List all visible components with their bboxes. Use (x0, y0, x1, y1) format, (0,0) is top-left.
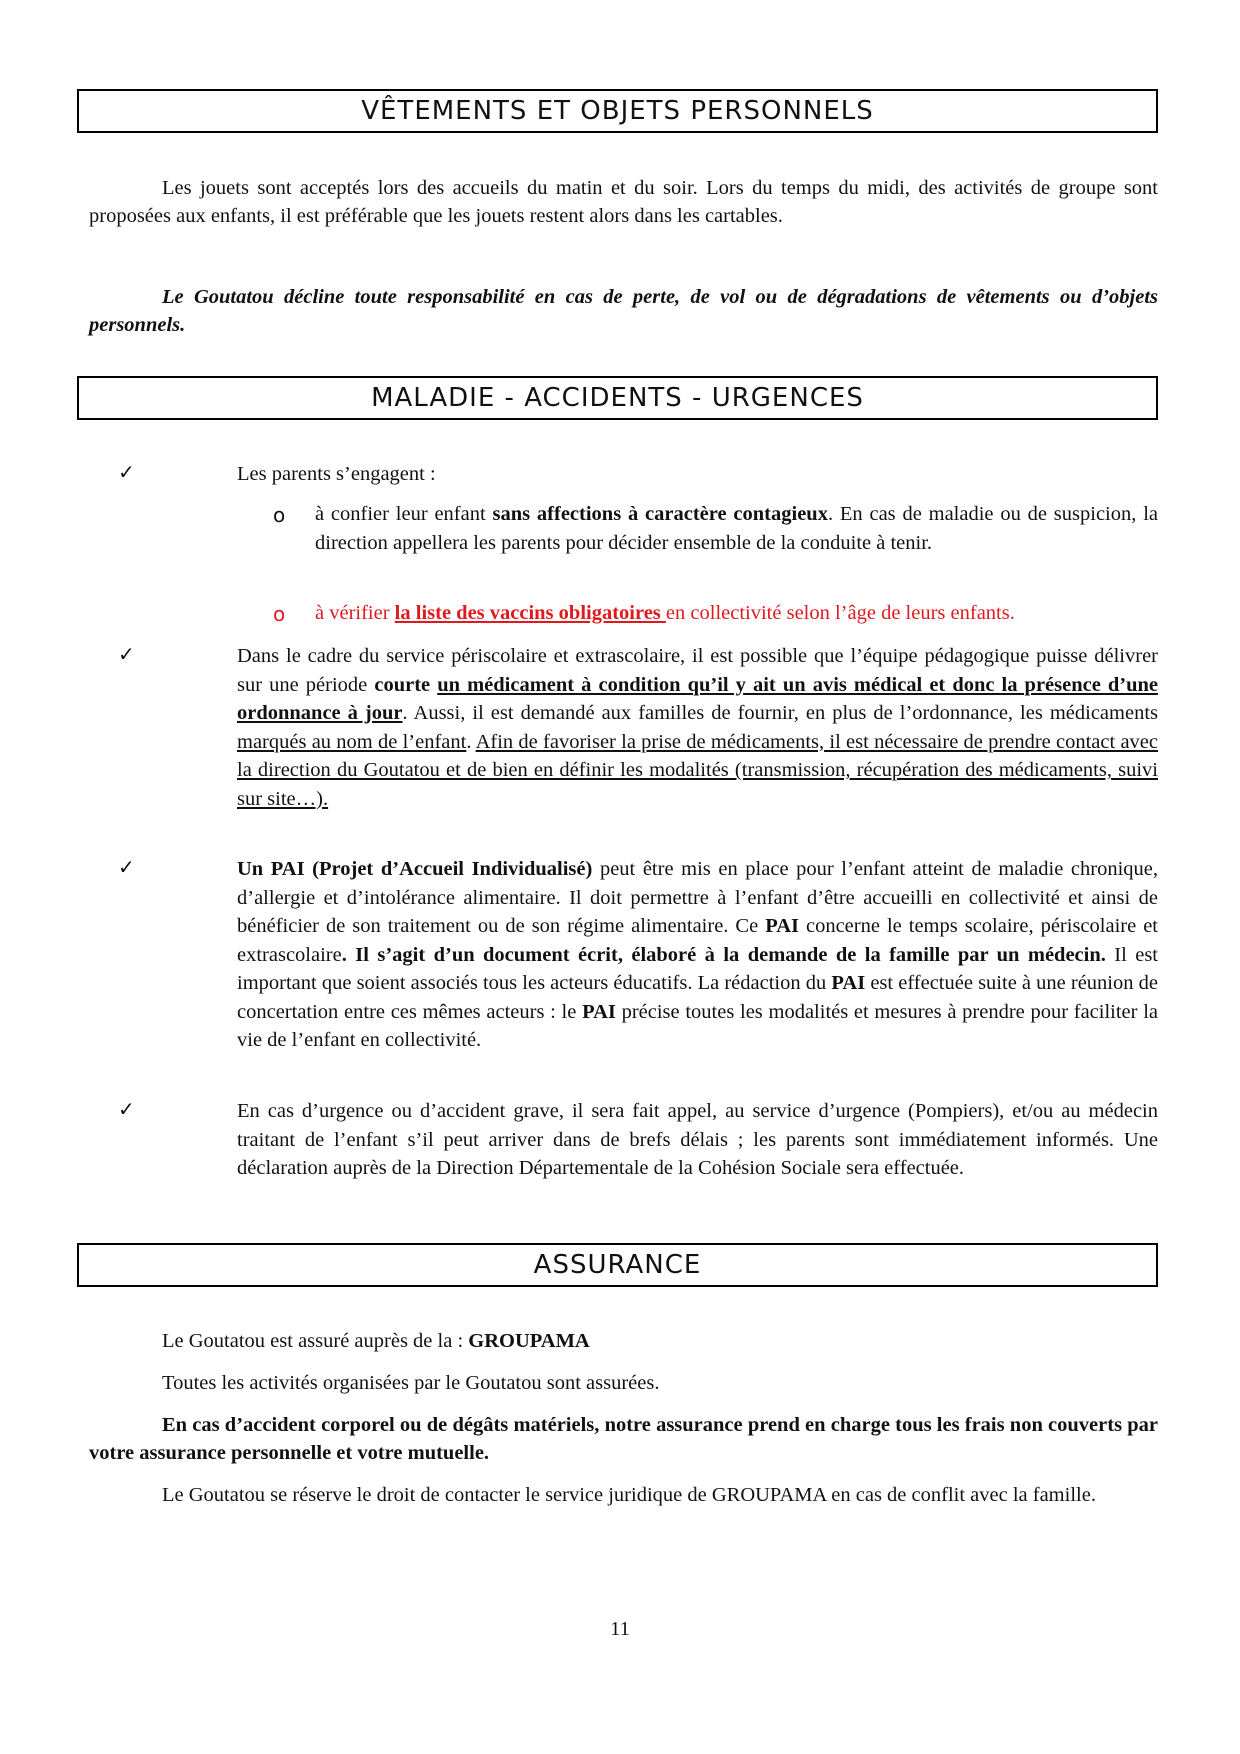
item-parents-engagent: Les parents s’engagent : (237, 463, 436, 485)
section-title-maladie (77, 376, 1158, 420)
paragraph-service-juridique: Le Goutatou se réserve le droit de contacter le service juridique de GROUPAMA en cas de conflit avec la famille. (162, 1484, 1096, 1506)
vaccins-link[interactable]: la liste des vaccins obligatoires (394, 602, 666, 624)
sub-item-vaccins: à vérifier la liste des vaccins obligatoires en collectivité selon l’âge de leurs enfants. (315, 602, 1015, 624)
section-title-assurance (77, 1243, 1158, 1287)
section-title-text: VÊTEMENTS ET OBJETS PERSONNELS (361, 96, 874, 126)
item-pai: Un PAI (Projet d’Accueil Individualisé) peut être mis en place pour l’enfant atteint de maladie chronique, d’allergie et d’intolérance alimentaire. Il doit permettre à l’enfant d’être accueilli en collectivité et ainsi de bénéficier de son traitement ou de son régime alimentaire. Ce PAI concerne le temps scolaire, périscolaire et extrascolaire. Il s’agit d’un document écrit, élaboré à la demande de la famille par un médecin. Il est important que soient associés tous les acteurs éducatifs. La rédaction du PAI est effectuée suite à une réunion de concertation entre ces mêmes acteurs : le PAI précise toutes les modalités et mesures à prendre pour faciliter la vie de l’enfant en collectivité. (237, 858, 1158, 1051)
section-title-text: ASSURANCE (533, 1250, 702, 1280)
item-urgence: En cas d’urgence ou d’accident grave, il sera fait appel, au service d’urgence (Pompiers), et/ou au médecin traitant de l’enfant s’il peut arriver dans de brefs délais ; les parents sont immédiatement informés. Une déclaration auprès de la Direction Départementale de la Cohésion Sociale sera effectuée. (237, 1100, 1158, 1179)
circle-bullet-icon: o (273, 602, 286, 626)
check-icon: ✓ (118, 1097, 135, 1121)
item-medicament: Dans le cadre du service périscolaire et extrascolaire, il est possible que l’équipe pédagogique puisse délivrer sur une période courte un médicament à condition qu’il y ait un avis médical et donc la présence d’une ordonnance à jour. Aussi, il est demandé aux familles de fournir, en plus de l’ordonnance, les médicaments marqués au nom de l’enfant. Afin de favoriser la prise de médicaments, il est nécessaire de prendre contact avec la direction du Goutatou et de bien en définir les modalités (transmission, récupération des médicaments, suivi sur site…). (237, 645, 1159, 810)
sub-item-contagieux: à confier leur enfant sans affections à caractère contagieux. En cas de maladie ou de suspicion, la direction appellera les parents pour décider ensemble de la conduite à tenir. (315, 503, 1158, 554)
paragraph-responsabilite: Le Goutatou décline toute responsabilité en cas de perte, de vol ou de dégradations de vêtements ou d’objets personnels. (89, 286, 1158, 336)
page-number: 11 (610, 1618, 630, 1640)
circle-bullet-icon: o (273, 503, 286, 527)
check-icon: ✓ (118, 855, 135, 879)
paragraph-jouets: Les jouets sont acceptés lors des accueils du matin et du soir. Lors du temps du midi, des activités de groupe sont proposées aux enfants, il est préférable que les jouets restent alors dans les cartables. (89, 177, 1158, 227)
paragraph-assureur: Le Goutatou est assuré auprès de la : GROUPAMA (162, 1330, 590, 1352)
check-icon: ✓ (118, 460, 135, 484)
section-title-text: MALADIE - ACCIDENTS - URGENCES (371, 383, 864, 413)
paragraph-prise-en-charge: En cas d’accident corporel ou de dégâts matériels, notre assurance prend en charge tous les frais non couverts par votre assurance personnelle et votre mutuelle. (89, 1414, 1158, 1464)
paragraph-activites-assurees: Toutes les activités organisées par le Goutatou sont assurées. (162, 1372, 660, 1394)
check-icon: ✓ (118, 642, 135, 666)
section-title-vetements (77, 89, 1158, 133)
